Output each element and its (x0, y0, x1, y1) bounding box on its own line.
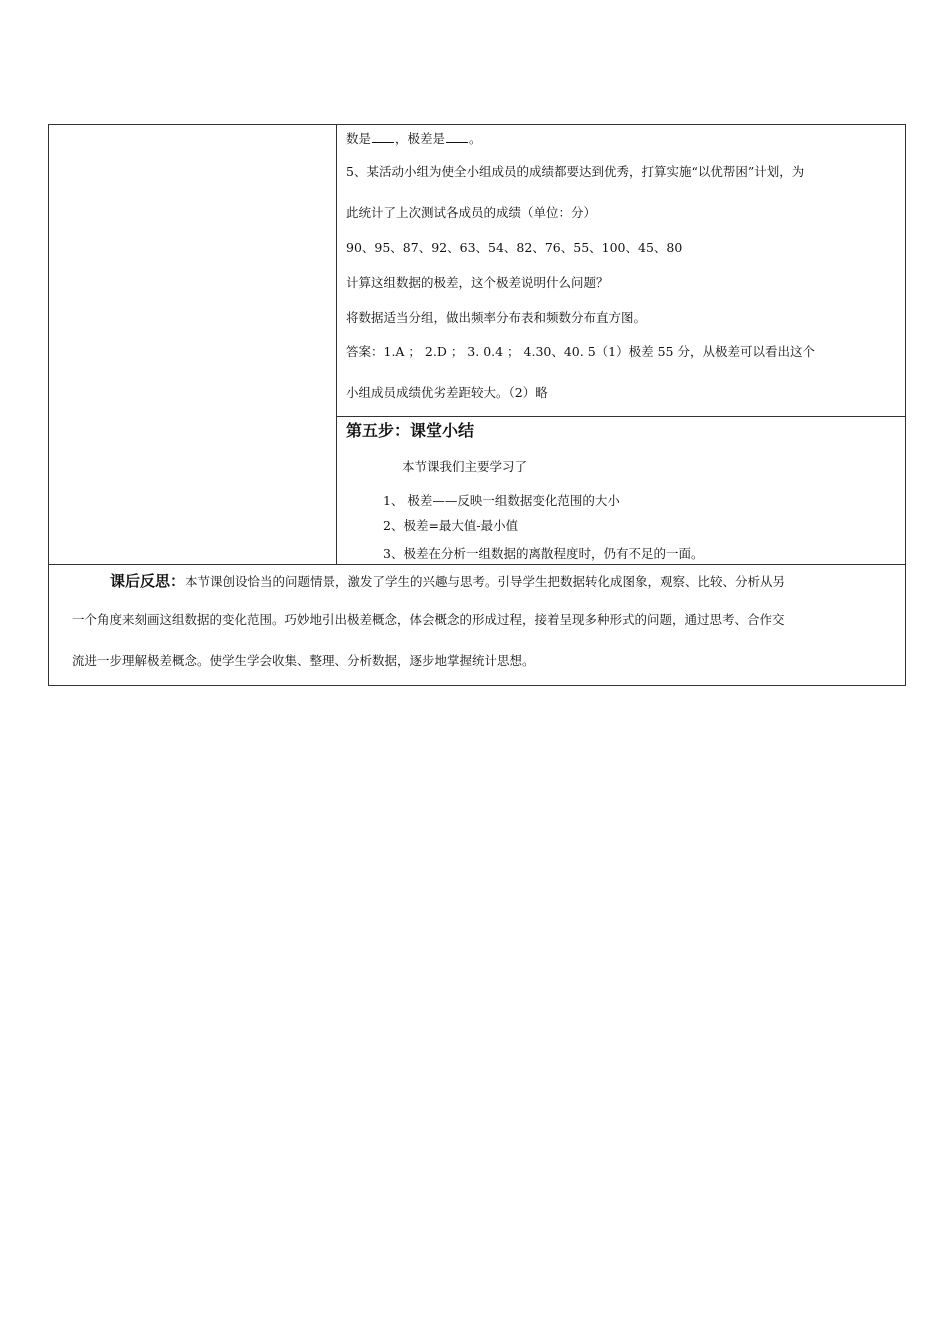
step5-item-2: 2、极差=最大值-最小值 (383, 518, 519, 533)
prev-text-c: 。 (469, 131, 482, 146)
step5-intro: 本节课我们主要学习了 (402, 459, 528, 474)
question-5-line-1: 5、某活动小组为使全小组成员的成绩都要达到优秀，打算实施“以优帮困”计划，为 (346, 164, 805, 179)
previous-question-tail (346, 130, 482, 147)
row-divider-step5 (337, 416, 905, 417)
reflection-first-line (110, 571, 785, 592)
answer-blank (372, 130, 394, 143)
step5-item-3: 3、极差在分析一组数据的离散程度时，仍有不足的一面。 (383, 546, 704, 561)
question-5-data: 90、95、87、92、63、54、82、76、55、100、45、80 (346, 240, 683, 255)
answer-line-2: 小组成员成绩优劣差距较大。（2）略 (346, 385, 548, 400)
reflection-line-1: 本节课创设恰当的问题情景，激发了学生的兴趣与思考。引导学生把数据转化成图象，观察、比较、分析从另 (185, 574, 786, 589)
prev-text-a: 数是 (346, 131, 372, 146)
question-5-line-2: 此统计了上次测试各成员的成绩（单位：分） (346, 205, 597, 220)
answer-blank (446, 130, 468, 143)
reflection-title: 课后反思： (110, 572, 186, 590)
step5-item-1: 1、 极差——反映一组数据变化范围的大小 (383, 493, 620, 508)
row-divider-reflection (48, 564, 906, 565)
reflection-line-3: 流进一步理解极差概念。使学生学会收集、整理、分析数据，逐步地掌握统计思想。 (72, 653, 535, 668)
reflection-line-2: 一个角度来刻画这组数据的变化范围。巧妙地引出极差概念，体会概念的形成过程，接着呈现多种形式的问题，通过思考、合作交 (72, 612, 785, 627)
step5-title: 第五步：课堂小结 (346, 421, 475, 440)
question-5-task-2: 将数据适当分组，做出频率分布表和频数分布直方图。 (346, 310, 647, 325)
answer-line-1: 答案：1.A ； 2.D ； 3. 0.4 ； 4.30、40. 5（1）极差 55 分，从极差可以看出这个 (346, 344, 815, 359)
question-5-task-1: 计算这组数据的极差，这个极差说明什么问题？ (346, 275, 609, 290)
column-divider (336, 124, 337, 565)
prev-text-b: ，极差是 (395, 131, 446, 146)
